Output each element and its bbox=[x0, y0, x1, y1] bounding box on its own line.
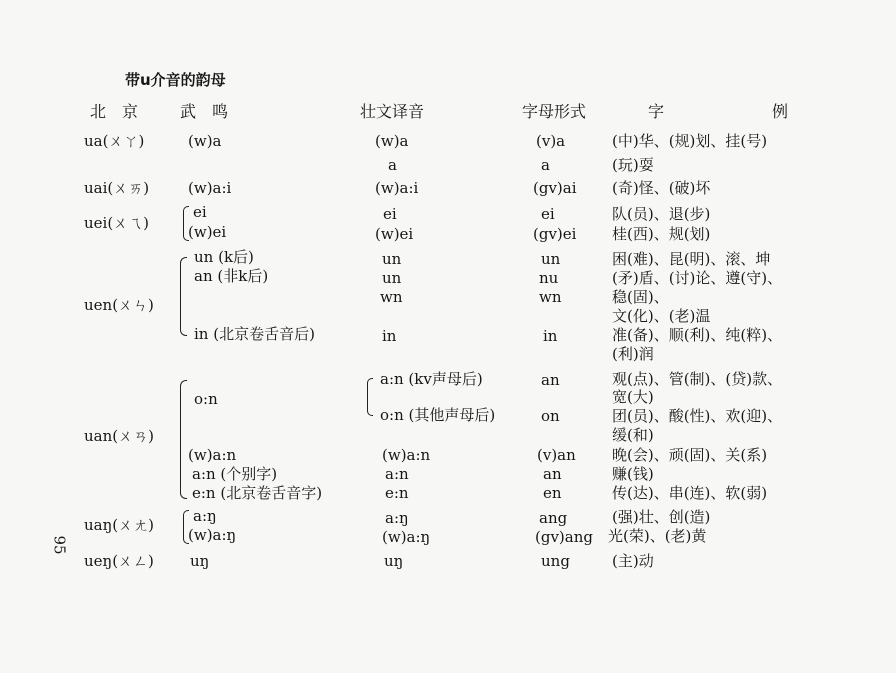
header-beijing: 北 京 bbox=[90, 102, 139, 121]
row-uen-zhuang-3: wn bbox=[380, 288, 403, 306]
row-uan-wuming-4: e:n (北京卷舌音字) bbox=[192, 484, 323, 502]
page-number: 95 bbox=[50, 535, 69, 555]
row-uei-zhuang-2: (w)ei bbox=[375, 225, 414, 243]
row-ua-beijing: ua(ㄨㄚ) bbox=[84, 132, 145, 150]
row-uei-example-2: 桂(西)、规(划) bbox=[612, 225, 711, 243]
row-ueng-zhuang: uŋ bbox=[384, 552, 404, 570]
row-ua-form-2: a bbox=[541, 156, 550, 174]
header-li: 例 bbox=[772, 102, 789, 121]
row-uang-form-1: ang bbox=[539, 509, 568, 527]
row-uai-zhuang: (w)a:i bbox=[375, 179, 419, 197]
brace-uan-zhuang bbox=[367, 378, 373, 416]
row-uang-zhuang-2: (w)a:ŋ bbox=[382, 528, 431, 546]
row-uen-example-3: 稳(固)、 bbox=[612, 288, 669, 306]
row-uen-wuming-4: in (北京卷舌音后) bbox=[194, 325, 315, 343]
row-uang-example-2: 光(荣)、(老)黄 bbox=[608, 527, 707, 545]
row-uei-beijing: uei(ㄨㄟ) bbox=[84, 214, 150, 232]
row-uan-beijing: uan(ㄨㄢ) bbox=[84, 427, 154, 445]
row-ua-wuming: (w)a bbox=[188, 132, 222, 150]
row-uang-zhuang-1: a:ŋ bbox=[385, 509, 409, 527]
header-form: 字母形式 bbox=[522, 102, 587, 121]
row-ua-zhuang-2: a bbox=[388, 156, 397, 174]
row-uan-example-2: 团(员)、酸(性)、欢(迎)、 bbox=[612, 407, 783, 425]
row-uen-example-4b: (利)润 bbox=[612, 345, 654, 363]
row-uan-form-3: (v)an bbox=[537, 446, 576, 464]
row-uan-example-4: 赚(钱) bbox=[612, 465, 654, 483]
row-ueng-wuming: uŋ bbox=[190, 552, 210, 570]
row-ua-form: (v)a bbox=[536, 132, 566, 150]
row-uai-example: (奇)怪、(破)坏 bbox=[612, 179, 711, 197]
row-uai-wuming: (w)a:i bbox=[188, 179, 232, 197]
row-uei-wuming-2: (w)ei bbox=[188, 223, 227, 241]
row-uan-wuming-2: (w)a:n bbox=[188, 446, 237, 464]
row-uei-zhuang-1: ei bbox=[383, 205, 397, 223]
row-uang-example-1: (强)壮、创(造) bbox=[612, 508, 711, 526]
brace-uan bbox=[180, 380, 187, 499]
section-title: 带u介音的韵母 bbox=[125, 71, 226, 89]
row-uan-zhuang-4: a:n bbox=[385, 465, 409, 483]
row-uei-example-1: 队(员)、退(步) bbox=[612, 205, 711, 223]
row-ueng-example: (主)动 bbox=[612, 552, 654, 570]
row-uang-beijing: uaŋ(ㄨㄤ) bbox=[84, 516, 154, 534]
row-uen-wuming-1: un (k后) bbox=[194, 248, 254, 266]
row-ua-example: (中)华、(规)划、挂(号) bbox=[612, 132, 768, 150]
row-uan-zhuang-3: (w)a:n bbox=[382, 446, 431, 464]
row-ueng-beijing: ueŋ(ㄨㄥ) bbox=[84, 552, 154, 570]
row-uei-wuming-1: ei bbox=[193, 203, 207, 221]
row-ueng-form: ung bbox=[541, 552, 570, 570]
row-uen-beijing: uen(ㄨㄣ) bbox=[84, 296, 154, 314]
row-uen-form-1: un bbox=[541, 250, 561, 268]
row-uen-form-2: nu bbox=[539, 269, 559, 287]
header-zhuang: 壮文译音 bbox=[360, 102, 425, 121]
row-uan-zhuang-2: o:n (其他声母后) bbox=[380, 406, 496, 424]
row-uang-wuming-1: a:ŋ bbox=[193, 507, 217, 525]
row-uan-form-1: an bbox=[541, 371, 560, 389]
row-uen-form-3: wn bbox=[539, 288, 562, 306]
row-uang-wuming-2: (w)a:ŋ bbox=[188, 526, 237, 544]
row-ua-example-2: (玩)耍 bbox=[612, 156, 654, 174]
row-uan-example-5: 传(达)、串(连)、软(弱) bbox=[612, 484, 768, 502]
row-uei-form-1: ei bbox=[541, 205, 555, 223]
row-uan-form-4: an bbox=[543, 465, 562, 483]
row-uen-wuming-2: an (非k后) bbox=[194, 267, 269, 285]
row-uan-form-5: en bbox=[543, 484, 562, 502]
row-uai-form: (gv)ai bbox=[533, 179, 577, 197]
row-uan-form-2: on bbox=[541, 407, 560, 425]
row-uan-wuming-3: a:n (个别字) bbox=[192, 465, 278, 483]
row-uen-zhuang-4: in bbox=[382, 327, 397, 345]
row-uen-example-4: 准(备)、顺(利)、纯(粹)、 bbox=[612, 326, 783, 344]
row-uan-wuming-1: o:n bbox=[194, 390, 218, 408]
row-uen-example-3b: 文(化)、(老)温 bbox=[612, 307, 711, 325]
header-zi: 字 bbox=[648, 102, 665, 121]
row-uen-zhuang-2: un bbox=[382, 269, 402, 287]
brace-uen bbox=[180, 257, 187, 336]
row-uen-form-4: in bbox=[543, 327, 558, 345]
row-uen-zhuang-1: un bbox=[382, 250, 402, 268]
row-uan-zhuang-1: a:n (kv声母后) bbox=[380, 370, 483, 388]
row-uen-example-2: (矛)盾、(讨)论、遵(守)、 bbox=[612, 269, 783, 287]
row-ua-zhuang: (w)a bbox=[375, 132, 409, 150]
row-uei-form-2: (gv)ei bbox=[533, 225, 577, 243]
row-uan-example-3: 晚(会)、顽(固)、关(系) bbox=[612, 446, 768, 464]
row-uai-beijing: uai(ㄨㄞ) bbox=[84, 179, 150, 197]
row-uang-form-2: (gv)ang bbox=[535, 528, 593, 546]
row-uan-zhuang-5: e:n bbox=[385, 484, 409, 502]
header-wuming: 武 鸣 bbox=[180, 102, 229, 121]
row-uan-example-1: 观(点)、管(制)、(贷)款、 bbox=[612, 370, 783, 388]
row-uan-example-1b: 宽(大) bbox=[612, 388, 654, 406]
row-uan-example-2b: 缓(和) bbox=[612, 426, 654, 444]
row-uen-example-1: 困(难)、昆(明)、滚、坤 bbox=[612, 250, 771, 268]
